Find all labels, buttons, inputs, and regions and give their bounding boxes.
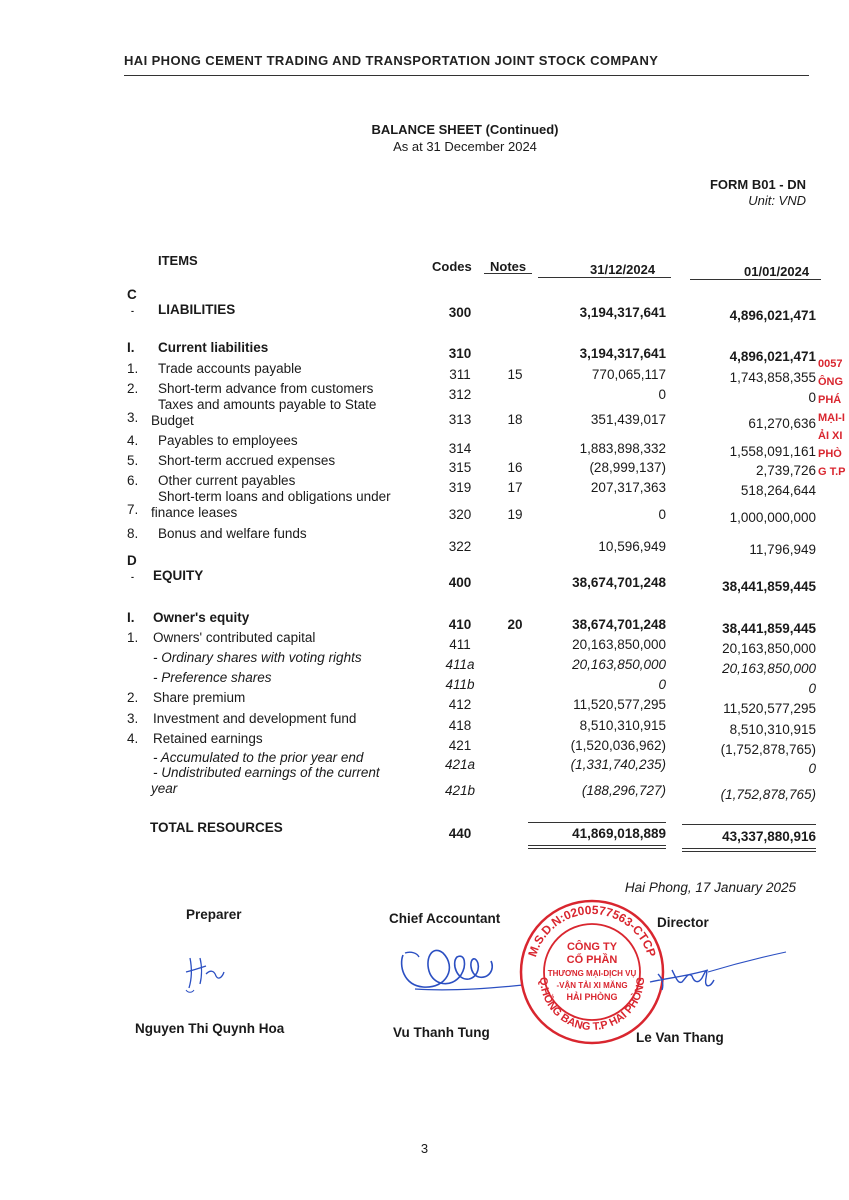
stamp-edge-text: G T.P bbox=[818, 466, 846, 478]
section-dash: - bbox=[131, 572, 134, 582]
row-note: 19 bbox=[507, 507, 523, 522]
row-number: I. bbox=[127, 610, 135, 625]
row-value-2024: 1,883,898,332 bbox=[579, 441, 666, 456]
row-number: 3. bbox=[127, 410, 139, 425]
row-item: - Accumulated to the prior year end bbox=[153, 750, 364, 765]
row-item: - Undistributed earnings of the current bbox=[153, 765, 380, 780]
unit-label: Unit: VND bbox=[748, 193, 806, 208]
row-value-2024: 41,869,018,889 bbox=[572, 826, 666, 841]
header-rule-col2 bbox=[690, 279, 821, 280]
stamp-edge-text: ÔNG bbox=[818, 376, 844, 388]
row-value-2023: 0 bbox=[808, 761, 816, 776]
row-item: TOTAL RESOURCES bbox=[150, 820, 283, 835]
row-value-2024: 38,674,701,248 bbox=[572, 575, 666, 590]
row-number: C bbox=[127, 287, 137, 302]
row-value-2024: 11,520,577,295 bbox=[573, 697, 666, 712]
row-code: 313 bbox=[448, 412, 472, 427]
row-value-2024: (28,999,137) bbox=[589, 460, 666, 475]
row-code: 315 bbox=[448, 460, 472, 475]
row-value-2024: 3,194,317,641 bbox=[579, 346, 666, 361]
signature-date: Hai Phong, 17 January 2025 bbox=[624, 880, 796, 895]
section-dash: - bbox=[131, 306, 134, 316]
row-item: - Ordinary shares with voting rights bbox=[153, 650, 362, 665]
row-value-2023: 61,270,636 bbox=[748, 416, 816, 431]
row-value-2024: 0 bbox=[658, 387, 666, 402]
row-item: EQUITY bbox=[153, 568, 204, 583]
row-value-2024: 10,596,949 bbox=[598, 539, 666, 554]
row-value-2024: 38,674,701,248 bbox=[572, 617, 666, 632]
row-value-2023: 4,896,021,471 bbox=[729, 349, 816, 364]
row-code: 411 bbox=[449, 637, 471, 652]
row-value-2023: 11,796,949 bbox=[749, 542, 816, 557]
row-number: D bbox=[127, 553, 137, 568]
row-value-2024: (188,296,727) bbox=[581, 783, 666, 798]
accountant-role: Chief Accountant bbox=[389, 911, 501, 926]
preparer-name: Nguyen Thi Quynh Hoa bbox=[135, 1021, 285, 1036]
stamp-edge-text: 0057 bbox=[818, 358, 843, 370]
row-note: 18 bbox=[507, 412, 523, 427]
row-note: 16 bbox=[507, 460, 523, 475]
row-number: 1. bbox=[127, 361, 139, 376]
row-item: Bonus and welfare funds bbox=[158, 526, 307, 541]
total-rule-bottom-col1 bbox=[528, 845, 666, 849]
row-item: Share premium bbox=[153, 690, 246, 705]
row-value-2023: 8,510,310,915 bbox=[729, 722, 816, 737]
header-col2: 01/01/2024 bbox=[744, 264, 810, 279]
row-item-continued: year bbox=[151, 781, 178, 796]
row-item: Other current payables bbox=[158, 473, 296, 488]
row-code: 312 bbox=[448, 387, 472, 402]
row-value-2024: 770,065,117 bbox=[591, 367, 666, 382]
row-item: - Preference shares bbox=[153, 670, 272, 685]
row-code: 310 bbox=[448, 346, 472, 361]
row-value-2024: 3,194,317,641 bbox=[579, 305, 666, 320]
row-value-2024: 351,439,017 bbox=[590, 412, 666, 427]
header-notes: Notes bbox=[490, 259, 527, 274]
row-code: 322 bbox=[448, 539, 472, 554]
row-number: 7. bbox=[127, 502, 139, 517]
row-value-2023: 518,264,644 bbox=[740, 483, 816, 498]
row-value-2024: 8,510,310,915 bbox=[579, 718, 666, 733]
row-value-2023: 43,337,880,916 bbox=[722, 829, 816, 844]
row-value-2024: (1,520,036,962) bbox=[570, 738, 666, 753]
director-signature bbox=[648, 948, 788, 998]
row-code: 440 bbox=[448, 826, 472, 841]
row-number: I. bbox=[127, 340, 135, 355]
accountant-signature bbox=[395, 935, 525, 1005]
header-codes: Codes bbox=[432, 259, 472, 274]
preparer-signature bbox=[180, 950, 230, 995]
row-number: 8. bbox=[127, 526, 139, 541]
row-item-continued: Budget bbox=[151, 413, 194, 428]
stamp-edge-text: MẠI-I bbox=[818, 412, 845, 424]
accountant-name: Vu Thanh Tung bbox=[393, 1025, 490, 1040]
row-code: 314 bbox=[448, 441, 472, 456]
row-code: 421a bbox=[444, 757, 476, 772]
row-value-2024: 20,163,850,000 bbox=[572, 637, 666, 652]
row-item: Short-term loans and obligations under bbox=[158, 489, 391, 504]
row-code: 412 bbox=[448, 697, 472, 712]
row-value-2023: (1,752,878,765) bbox=[720, 742, 816, 757]
company-rule bbox=[124, 75, 809, 76]
row-number: 2. bbox=[127, 381, 139, 396]
document-subtitle: As at 31 December 2024 bbox=[393, 139, 537, 154]
row-number: 1. bbox=[127, 630, 139, 645]
row-item: Investment and development fund bbox=[153, 711, 357, 726]
row-item: LIABILITIES bbox=[158, 302, 236, 317]
row-number: 5. bbox=[127, 453, 139, 468]
row-code: 320 bbox=[448, 507, 472, 522]
row-item: Owners' contributed capital bbox=[153, 630, 316, 645]
row-value-2023: 2,739,726 bbox=[755, 463, 816, 478]
row-code: 411b bbox=[445, 677, 475, 692]
svg-text:-VẬN TẢI XI MĂNG: -VẬN TẢI XI MĂNG bbox=[556, 981, 628, 990]
row-item: Payables to employees bbox=[158, 433, 298, 448]
row-value-2023: 20,163,850,000 bbox=[722, 661, 816, 676]
row-value-2024: 20,163,850,000 bbox=[572, 657, 666, 672]
row-value-2023: (1,752,878,765) bbox=[720, 787, 816, 802]
total-rule-top-col2 bbox=[682, 824, 816, 825]
header-col1: 31/12/2024 bbox=[590, 262, 656, 277]
total-rule-bottom-col2 bbox=[682, 848, 816, 852]
header-rule-col1 bbox=[538, 277, 671, 278]
svg-text:CÔNG TY: CÔNG TY bbox=[566, 941, 618, 953]
header-rule-notes bbox=[484, 273, 532, 274]
row-code: 411a bbox=[445, 657, 475, 672]
preparer-role: Preparer bbox=[186, 907, 242, 922]
row-item: Retained earnings bbox=[153, 731, 263, 746]
form-code: FORM B01 - DN bbox=[709, 177, 806, 192]
svg-text:Q.HỒNG BÀNG T.P HẢI PHÒNG: Q.HỒNG BÀNG T.P HẢI PHÒNG bbox=[536, 976, 648, 1034]
row-item: Taxes and amounts payable to State bbox=[158, 397, 377, 412]
row-note: 17 bbox=[507, 480, 523, 495]
stamp-edge-text: ẢI XI bbox=[818, 430, 843, 442]
row-number: 4. bbox=[127, 731, 139, 746]
row-value-2023: 0 bbox=[808, 390, 816, 405]
stamp-edge-text: PHÁ bbox=[818, 394, 842, 406]
row-value-2023: 38,441,859,445 bbox=[722, 621, 816, 636]
company-name: HAI PHONG CEMENT TRADING AND TRANSPORTATION JOINT STOCK COMPANY bbox=[124, 53, 659, 68]
row-value-2023: 20,163,850,000 bbox=[722, 641, 816, 656]
row-value-2023: 1,558,091,161 bbox=[729, 444, 816, 459]
row-number: 4. bbox=[127, 433, 139, 448]
row-value-2023: 1,743,858,355 bbox=[729, 370, 816, 385]
document-title: BALANCE SHEET (Continued) bbox=[371, 122, 559, 137]
stamp-edge-text: PHÒ bbox=[818, 448, 842, 460]
row-note: 20 bbox=[507, 617, 523, 632]
company-stamp bbox=[518, 898, 666, 1046]
row-number: 2. bbox=[127, 690, 139, 705]
row-item: Current liabilities bbox=[158, 340, 269, 355]
row-code: 421b bbox=[444, 783, 476, 798]
page-number: 3 bbox=[420, 1141, 429, 1156]
row-item: Owner's equity bbox=[153, 610, 250, 625]
svg-text:CỔ PHẦN: CỔ PHẦN bbox=[566, 954, 618, 966]
row-value-2023: 11,520,577,295 bbox=[723, 701, 816, 716]
header-items: ITEMS bbox=[158, 253, 198, 268]
row-value-2023: 38,441,859,445 bbox=[722, 579, 816, 594]
svg-text:THƯƠNG MẠI-DỊCH VỤ: THƯƠNG MẠI-DỊCH VỤ bbox=[547, 969, 637, 978]
row-number: 6. bbox=[127, 473, 139, 488]
row-value-2023: 4,896,021,471 bbox=[729, 308, 816, 323]
row-code: 418 bbox=[448, 718, 472, 733]
row-value-2024: 0 bbox=[658, 677, 666, 692]
row-code: 400 bbox=[448, 575, 472, 590]
row-note: 15 bbox=[507, 367, 523, 382]
row-code: 410 bbox=[448, 617, 472, 632]
row-item-continued: finance leases bbox=[151, 505, 238, 520]
row-code: 311 bbox=[449, 367, 471, 382]
row-value-2023: 0 bbox=[808, 681, 816, 696]
row-value-2024: 0 bbox=[658, 507, 666, 522]
row-item: Trade accounts payable bbox=[158, 361, 302, 376]
stamp-edge bbox=[818, 355, 849, 505]
row-code: 421 bbox=[448, 738, 472, 753]
svg-text:HẢI PHÒNG: HẢI PHÒNG bbox=[566, 992, 618, 1002]
row-value-2023: 1,000,000,000 bbox=[729, 510, 816, 525]
row-number: 3. bbox=[127, 711, 139, 726]
total-rule-top-col1 bbox=[528, 822, 666, 823]
svg-text:M.S.D.N:0200577563-CTCP: M.S.D.N:0200577563-CTCP bbox=[525, 902, 659, 959]
director-name: Le Van Thang bbox=[636, 1030, 724, 1045]
row-value-2024: (1,331,740,235) bbox=[570, 757, 666, 772]
director-role: Director bbox=[657, 915, 709, 930]
row-code: 319 bbox=[448, 480, 472, 495]
row-item: Short-term accrued expenses bbox=[158, 453, 336, 468]
row-code: 300 bbox=[448, 305, 472, 320]
row-value-2024: 207,317,363 bbox=[590, 480, 666, 495]
row-item: Short-term advance from customers bbox=[158, 381, 374, 396]
